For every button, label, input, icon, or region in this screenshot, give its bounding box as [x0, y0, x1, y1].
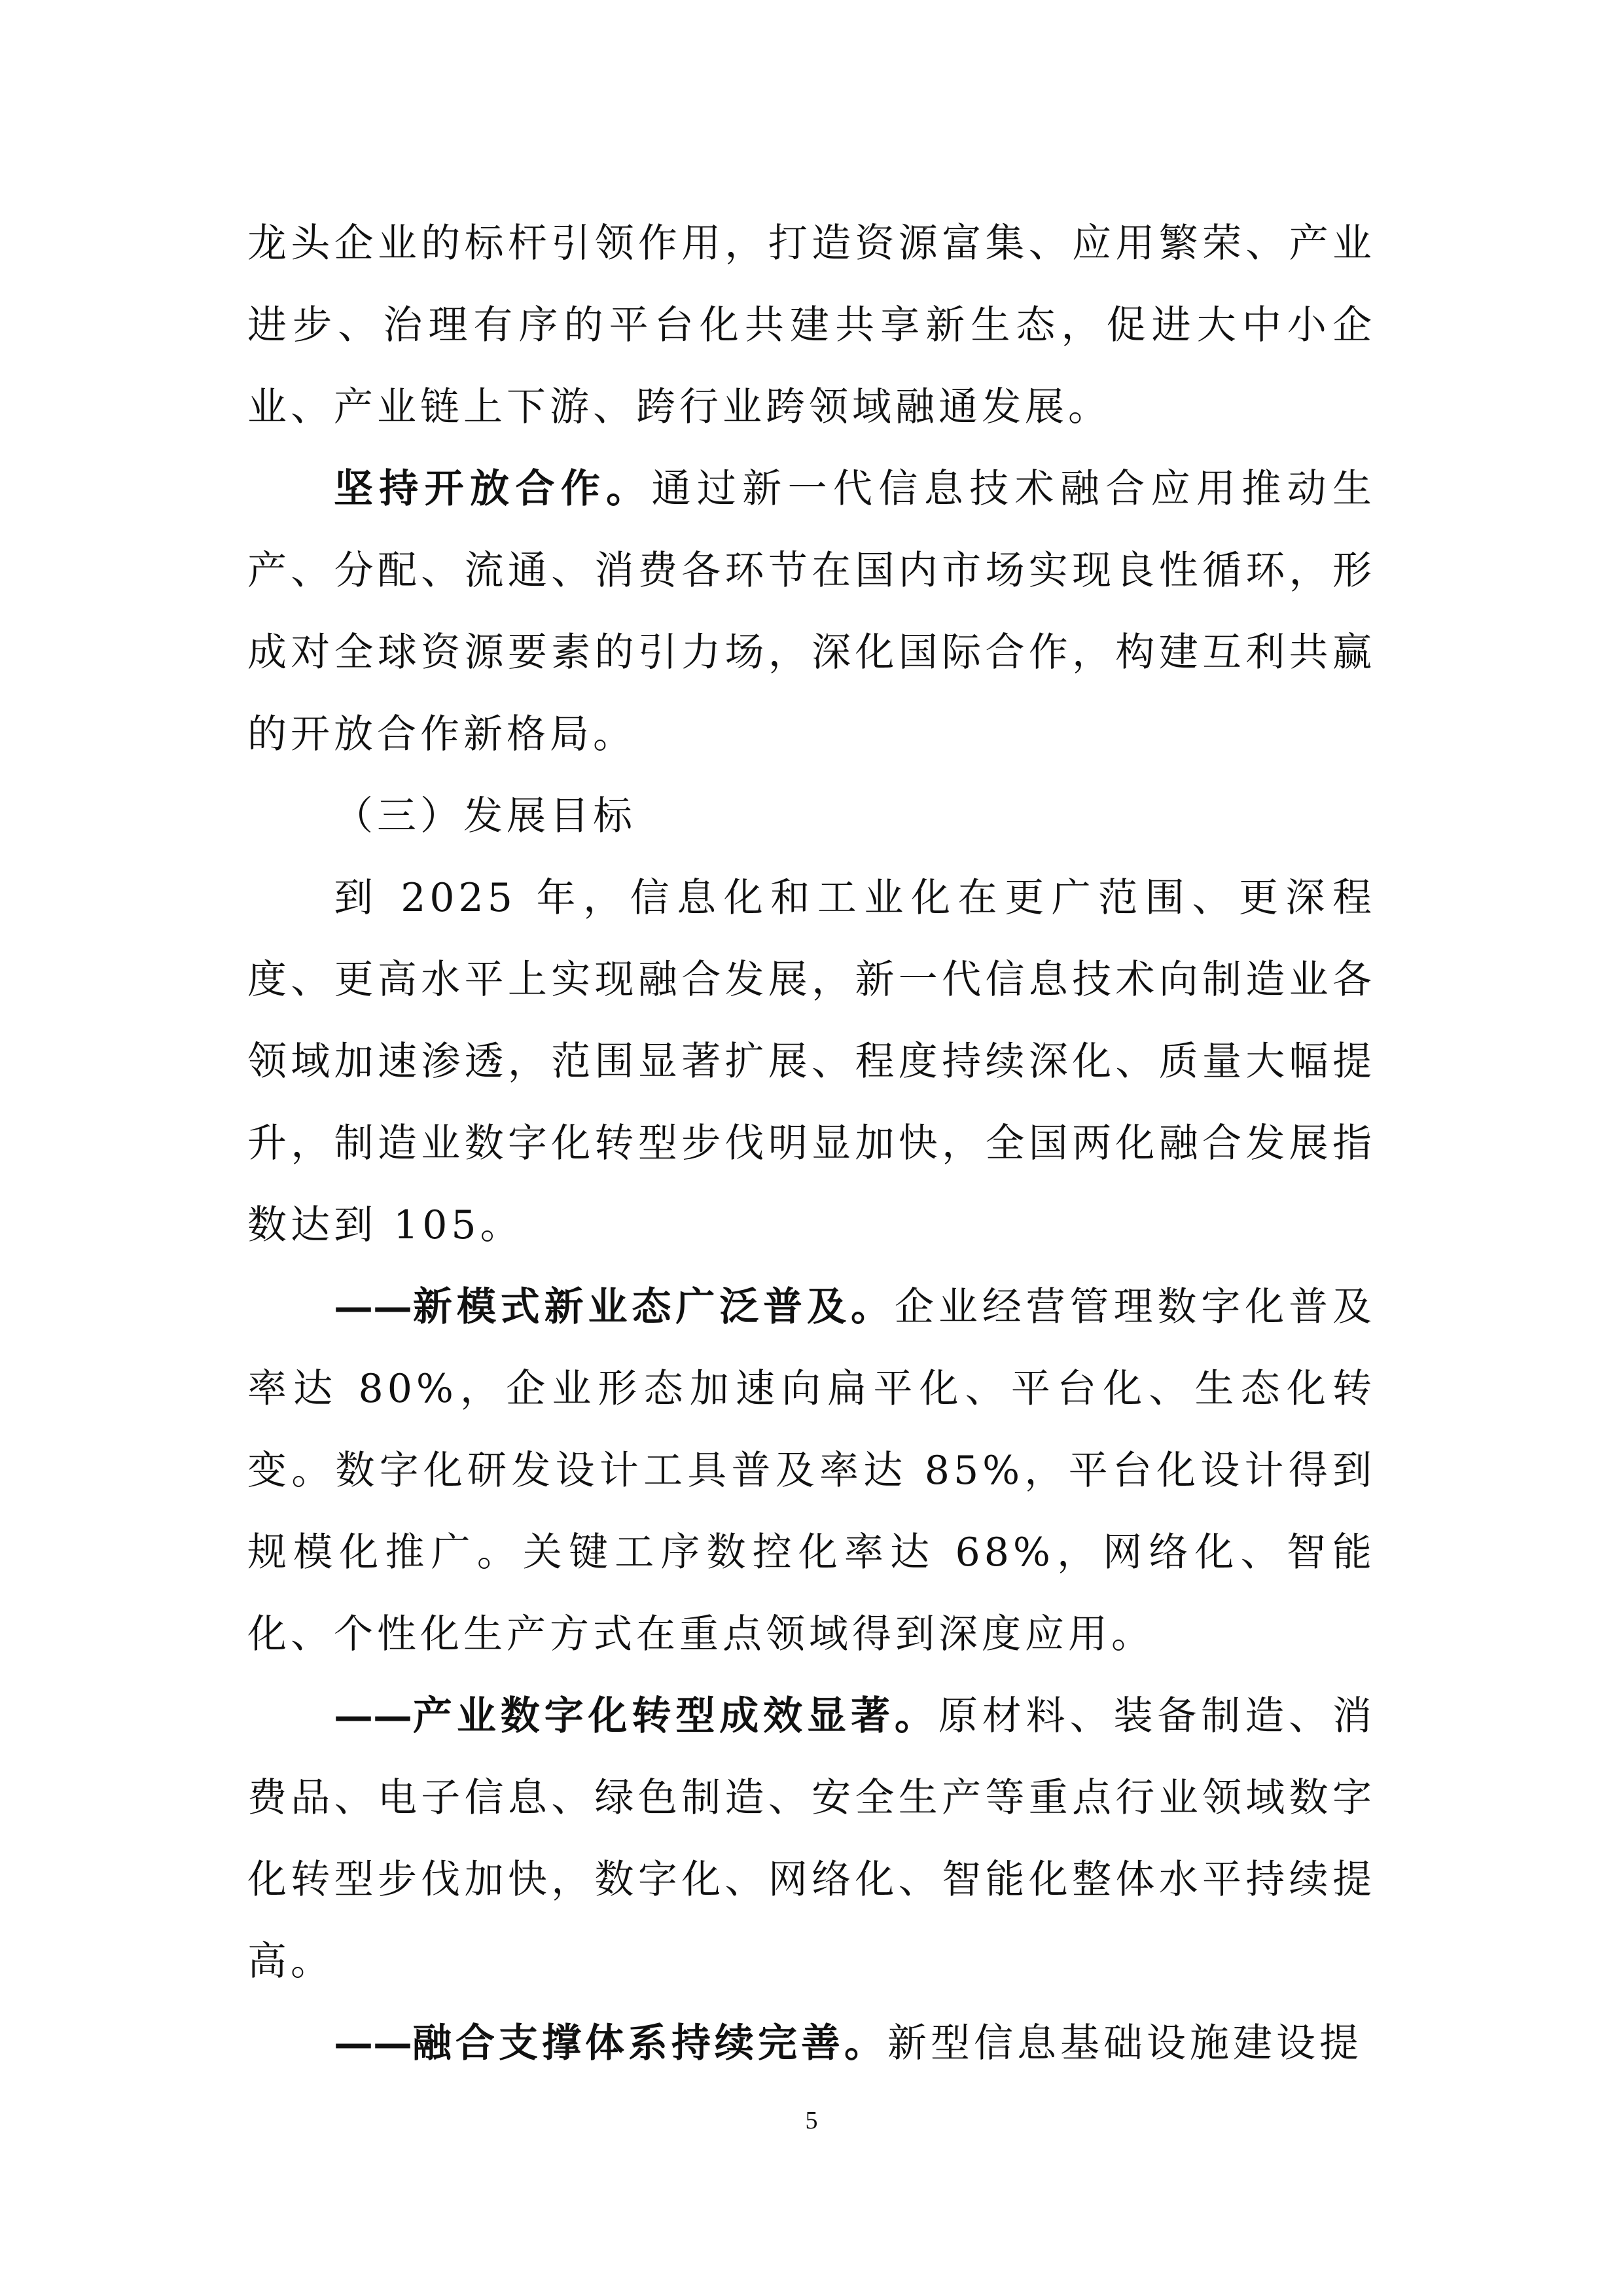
- paragraph-digital-transformation: [247, 1676, 1376, 2003]
- paragraph-dash: ——: [334, 2020, 412, 2066]
- paragraph-text: 通过新一代信息技术融合应用推动生产、分配、流通、消费各环节在国内市场实现良性循环，形成对全球资源要素的引力场，深化国际合作，构建互利共赢的开放合作新格局。: [247, 466, 1376, 757]
- page-number: 5: [805, 2107, 818, 2134]
- paragraph-text: 企业经营管理数字化普及率达 80%，企业形态加速向扁平化、平台化、生态化转变。数字化研发设计工具普及率达 85%，平台化设计得到规模化推广。关键工序数控化率达 68%，网络化、智能化、个性化生产方式在重点领域得到深度应用。: [247, 1284, 1376, 1657]
- paragraph-lead: 融合支撑体系持续完善。: [412, 2020, 887, 2066]
- document-body: [247, 203, 1376, 2085]
- paragraph-dash: ——: [334, 1693, 412, 1739]
- paragraph-lead: 坚持开放合作。: [334, 466, 652, 512]
- paragraph-new-models: [247, 1266, 1376, 1676]
- paragraph-text: 原材料、装备制造、消费品、电子信息、绿色制造、安全生产等重点行业领域数字化转型步伐加快，数字化、网络化、智能化整体水平持续提高。: [247, 1693, 1376, 1984]
- paragraph-open-cooperation: [247, 448, 1376, 776]
- paragraph-support-system: [247, 2003, 1376, 2085]
- section-heading: [247, 776, 1376, 857]
- paragraph-continuation: [247, 203, 1376, 448]
- paragraph-lead: 产业数字化转型成效显著。: [412, 1693, 938, 1739]
- paragraph-text: 新型信息基础设施建设提: [887, 2020, 1363, 2066]
- paragraph-text: 到 2025 年，信息化和工业化在更广范围、更深程度、更高水平上实现融合发展，新一代信息技术向制造业各领域加速渗透，范围显著扩展、程度持续深化、质量大幅提升，制造业数字化转型步伐明显加快，全国两化融合发展指数达到 105。: [247, 875, 1376, 1248]
- paragraph-text: 龙头企业的标杆引领作用，打造资源富集、应用繁荣、产业进步、治理有序的平台化共建共享新生态，促进大中小企业、产业链上下游、跨行业跨领域融通发展。: [247, 221, 1376, 430]
- paragraph-goals: [247, 857, 1376, 1266]
- section-heading-text: （三）发展目标: [334, 793, 636, 839]
- paragraph-dash: ——: [334, 1284, 412, 1330]
- paragraph-lead: 新模式新业态广泛普及。: [412, 1284, 895, 1330]
